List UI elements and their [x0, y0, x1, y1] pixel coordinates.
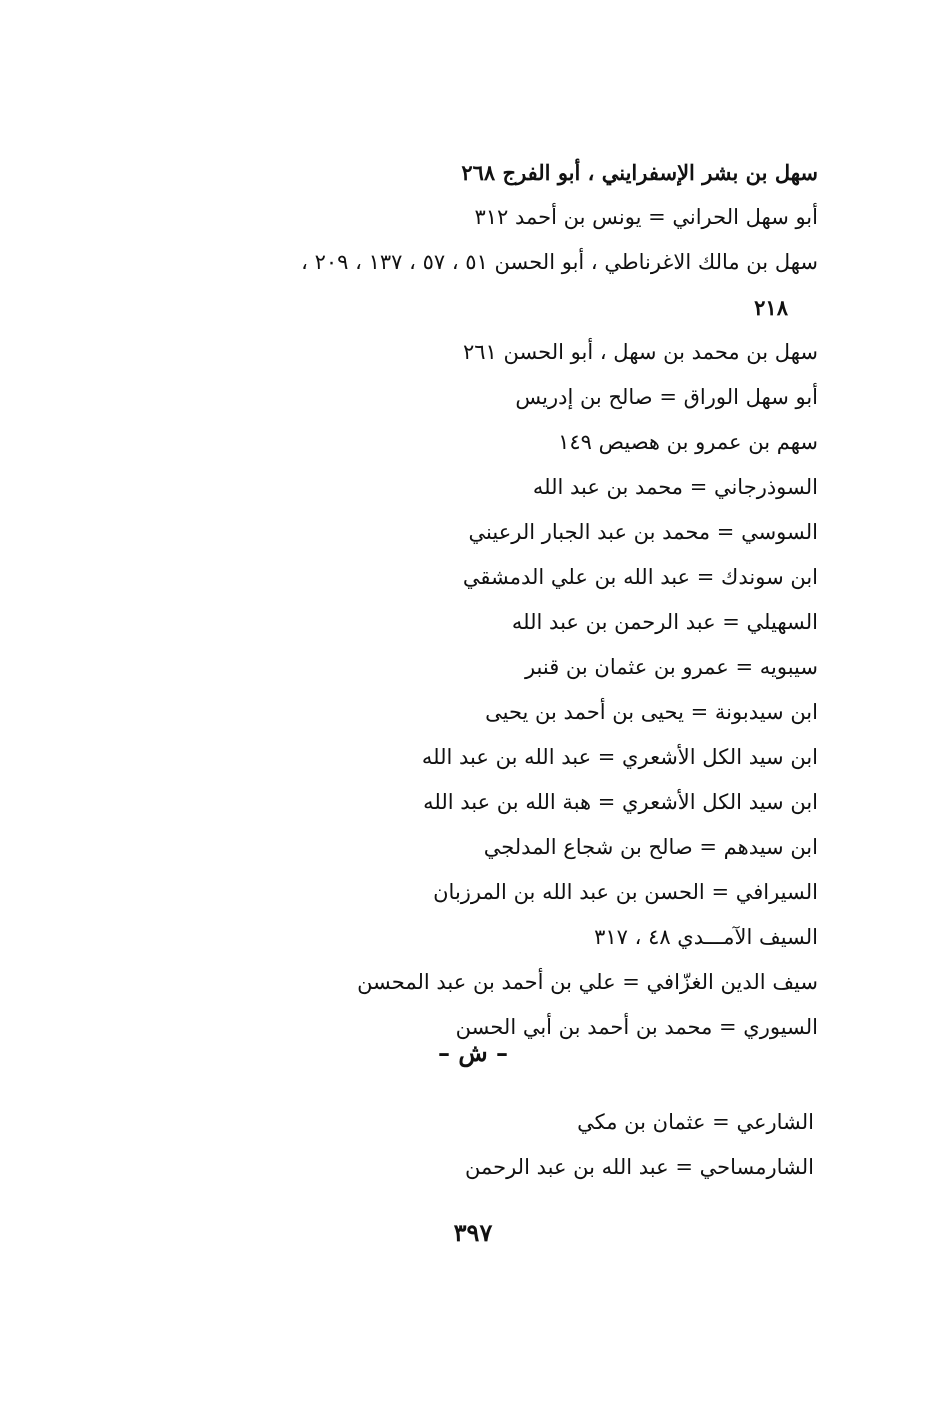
index-entry: سيبويه = عمرو بن عثمان بن قنبر: [524, 655, 818, 679]
page-number: ٣٩٧: [453, 1218, 493, 1247]
index-entry: سيف الدين الغزّافي = علي بن أحمد بن عبد المحسن: [357, 970, 818, 994]
index-entry: ابن سيد الكل الأشعري = هبة الله بن عبد الله: [423, 790, 818, 814]
index-entry: ابن سوندك = عبد الله بن علي الدمشقي: [462, 565, 818, 589]
index-entry: سهل بن محمد بن سهل ، أبو الحسن ٢٦١: [462, 340, 818, 364]
index-entry: أبو سهل الحراني = يونس بن أحمد ٣١٢: [474, 205, 818, 229]
index-entry: ابن سيد الكل الأشعري = عبد الله بن عبد الله: [421, 745, 818, 769]
index-entry: سهل بن مالك الاغرناطي ، أبو الحسن ٥١ ، ٥٧ ، ١٣٧ ، ٢٠٩ ،: [301, 250, 818, 274]
index-entry: ابن سيدهم = صالح بن شجاع المدلجي: [483, 835, 818, 859]
index-entry: سهل بن بشر الإسفرايني ، أبو الفرج ٢٦٨: [461, 160, 818, 185]
index-entry: سهم بن عمرو بن هصيص ١٤٩: [558, 430, 818, 454]
section-header-shin: – ش –: [437, 1038, 508, 1067]
index-entry-continuation: ٢١٨: [754, 295, 788, 320]
index-entries-sin: [158, 150, 818, 1050]
index-entry: الشارمساحي = عبد الله بن عبد الرحمن: [464, 1155, 814, 1179]
index-entry: ابن سيدبونة = يحيى بن أحمد بن يحيى: [485, 700, 818, 724]
index-entry: السيوري = محمد بن أحمد بن أبي الحسن: [455, 1015, 818, 1039]
index-entries-shin: [254, 1100, 814, 1190]
index-entry: السيرافي = الحسن بن عبد الله بن المرزبان: [433, 880, 818, 904]
index-entry: السهيلي = عبد الرحمن بن عبد الله: [511, 610, 818, 634]
index-entry: الشارعي = عثمان بن مكي: [577, 1110, 814, 1134]
index-entry: السيف الآمـــدي ٤٨ ، ٣١٧: [594, 925, 818, 949]
index-entry: السوسي = محمد بن عبد الجبار الرعيني: [468, 520, 818, 544]
index-entry: السوذرجاني = محمد بن عبد الله: [532, 475, 818, 499]
index-entry: أبو سهل الوراق = صالح بن إدريس: [515, 385, 818, 409]
